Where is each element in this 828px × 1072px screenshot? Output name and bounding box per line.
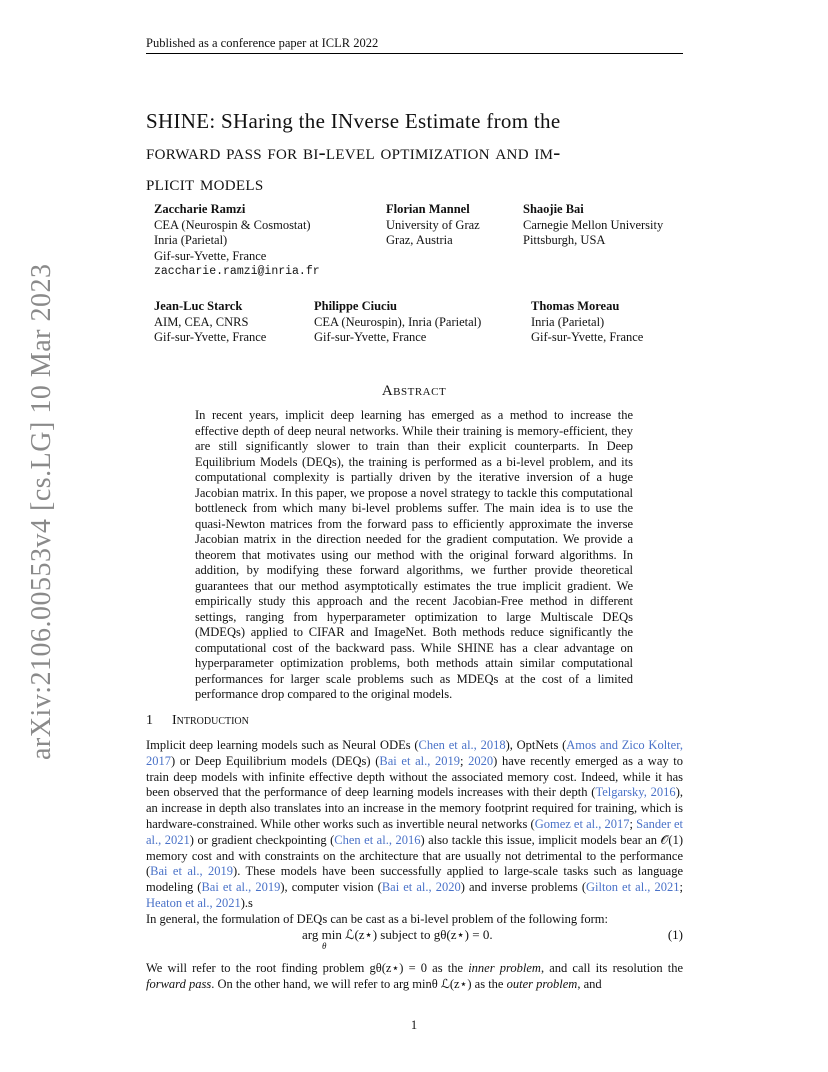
author-name: Thomas Moreau <box>531 299 620 313</box>
intro-paragraph-2: In general, the formulation of DEQs can be cast as a bi-level problem of the following form: <box>146 911 609 926</box>
author-affiliation: Inria (Parietal) <box>154 233 228 247</box>
page-number: 1 <box>410 1018 418 1032</box>
section-title: Introduction <box>172 713 249 728</box>
emphasis: inner problem <box>468 961 541 975</box>
author-block <box>154 299 266 346</box>
text-run: . On the other hand, we will refer to arg minθ ℒ(z⋆) as the <box>211 976 507 991</box>
author-block <box>386 202 480 249</box>
text-run: ) or gradient checkpointing ( <box>189 832 335 847</box>
author-affiliation: University of Graz <box>386 217 480 232</box>
citation-link[interactable]: Chen et al., 2018 <box>418 738 506 752</box>
title-line-2: forward pass for bi-level optimization and im- <box>146 140 561 164</box>
after-equation-paragraph <box>146 961 683 993</box>
author-block <box>531 299 643 346</box>
author-affiliation: Gif-sur-Yvette, France <box>154 248 267 263</box>
author-block <box>314 299 481 346</box>
intro-paragraph <box>146 738 683 928</box>
text-run: ), computer vision ( <box>280 880 382 895</box>
text-run: ), an increase in depth also translates into an increase in the memory footprint required for training, which is hardware-constrained. While other works such as invertible neural networks ( <box>146 785 683 831</box>
abstract-heading: Abstract <box>381 383 447 399</box>
citation-link[interactable]: Sander et al., 2021 <box>146 816 684 847</box>
citation-link[interactable]: Bai et al., 2019 <box>150 864 234 879</box>
author-affiliation: Inria (Parietal) <box>531 314 605 329</box>
author-block <box>523 202 663 249</box>
text-run: ) or Deep Equilibrium models (DEQs) ( <box>171 753 380 768</box>
text-run: ) and inverse problems ( <box>460 880 587 895</box>
equation-text: arg min ℒ(z⋆) subject to gθ(z⋆) = 0. <box>302 927 493 942</box>
author-affiliation: Gif-sur-Yvette, France <box>314 330 427 344</box>
citation-link[interactable]: Bai et al., 2019 <box>201 880 281 895</box>
author-affiliation: Gif-sur-Yvette, France <box>154 330 267 344</box>
author-affiliation: CEA (Neurospin), Inria (Parietal) <box>314 314 482 329</box>
author-affiliation: Pittsburgh, USA <box>523 233 606 247</box>
author-affiliation: Carnegie Mellon University <box>523 217 664 232</box>
citation-link[interactable]: Bai et al., 2019 <box>379 753 461 768</box>
section-heading <box>146 713 249 729</box>
running-header: Published as a conference paper at ICLR 2022 <box>146 36 379 50</box>
author-name: Shaojie Bai <box>523 202 584 216</box>
author-block <box>154 202 320 280</box>
emphasis: forward pass <box>146 976 212 991</box>
header-rule <box>146 53 683 54</box>
text-run: ; <box>629 816 637 831</box>
paper-title <box>146 106 706 199</box>
equation-subscript: θ <box>322 941 327 951</box>
abstract-text: In recent years, implicit deep learning has emerged as a method to increase the effective depth of deep neural networks. While their training is memory-efficient, they are still significantly slower to train than their explicit counterparts. In Deep Equilibrium Models (DEQs), the training is performed as a bi-level problem, and its computational complexity is partially driven by the iterative inversion of a huge Jacobian matrix. In this paper, we propose a novel strategy to tackle this computational bottleneck from which many bi-level problems suffer. The main idea is to use the quasi-Newton matrices from the forward pass to efficiently approximate the inverse Jacobian matrix in the direction needed for the gradient computation. We provide a theorem that motivates using our method with the original forward algorithms. In addition, by modifying these forward algorithms, we further provide theoretical guarantees that our method asymptotically estimates the true implicit gradient. We empirically study this approach and the recent Jacobian-Free method in different settings, ranging from hyperparameter optimization to large Multiscale DEQs (MDEQs) applied to CIFAR and ImageNet. Both methods reduce significantly the computational cost of the backward pass. While SHINE has a clear advantage on hyperparameter optimization problems, both methods attain similar computational performances for larger scale problems such as MDEQs at the cost of a limited performance drop compared to the original models. <box>195 408 633 701</box>
arxiv-stamp: arXiv:2106.00553v4 [cs.LG] 10 Mar 2023 <box>26 263 57 760</box>
section-number: 1 <box>146 713 153 728</box>
citation-link[interactable]: Gomez et al., 2017 <box>534 816 630 831</box>
text-run: ), OptNets ( <box>505 738 567 752</box>
author-name: Florian Mannel <box>386 202 470 216</box>
citation-link[interactable]: Gilton et al., 2021 <box>586 880 680 895</box>
author-affiliation: CEA (Neurospin & Cosmostat) <box>154 217 311 232</box>
author-name: Philippe Ciuciu <box>314 299 398 313</box>
citation-link[interactable]: Chen et al., 2016 <box>334 832 421 847</box>
citation-link[interactable]: Heaton et al., 2021 <box>146 895 241 910</box>
text-run: We will refer to the root finding problem gθ(z⋆) = 0 as the <box>146 961 469 975</box>
author-affiliation: Gif-sur-Yvette, France <box>531 330 644 344</box>
text-run: Implicit deep learning models such as Neural ODEs ( <box>146 738 419 752</box>
emphasis: outer problem <box>506 976 578 991</box>
citation-link[interactable]: Bai et al., 2020 <box>381 880 461 895</box>
author-name: Jean-Luc Starck <box>154 299 243 313</box>
text-run: ; <box>460 753 469 768</box>
citation-link[interactable]: Amos and Zico Kolter, 2017 <box>146 738 683 768</box>
text-run: ) also tackle this issue, implicit models bear an 𝒪(1) memory cost and with constraints on the architecture that are usually not detrimental to the performance ( <box>146 832 683 879</box>
author-affiliation: Graz, Austria <box>386 233 453 247</box>
author-affiliation: AIM, CEA, CNRS <box>154 314 249 329</box>
author-email[interactable]: zaccharie.ramzi@inria.fr <box>154 265 320 278</box>
text-run: ) have recently emerged as a way to train deep models with infinite effective depth without the associated memory cost. Indeed, while it has been observed that the performance of deep learning models increases with their depth ( <box>146 753 684 800</box>
text-run: , and <box>577 976 602 991</box>
citation-link[interactable]: Telgarsky, 2016 <box>595 785 676 800</box>
citation-link[interactable]: 2020 <box>468 753 494 768</box>
text-run: , and call its resolution the <box>540 961 683 975</box>
text-run: ). These models have been successfully applied to large-scale tasks such as language modeling ( <box>146 864 683 895</box>
author-name: Zaccharie Ramzi <box>154 202 246 216</box>
title-line-1: SHINE: SHaring the INverse Estimate from the <box>146 109 561 133</box>
title-line-3: plicit models <box>146 171 264 195</box>
equation-number: (1) <box>667 927 683 942</box>
text-run: ; <box>679 880 683 895</box>
equation-body <box>302 927 493 951</box>
text-run: ).s <box>240 895 253 910</box>
equation-1 <box>146 927 683 957</box>
